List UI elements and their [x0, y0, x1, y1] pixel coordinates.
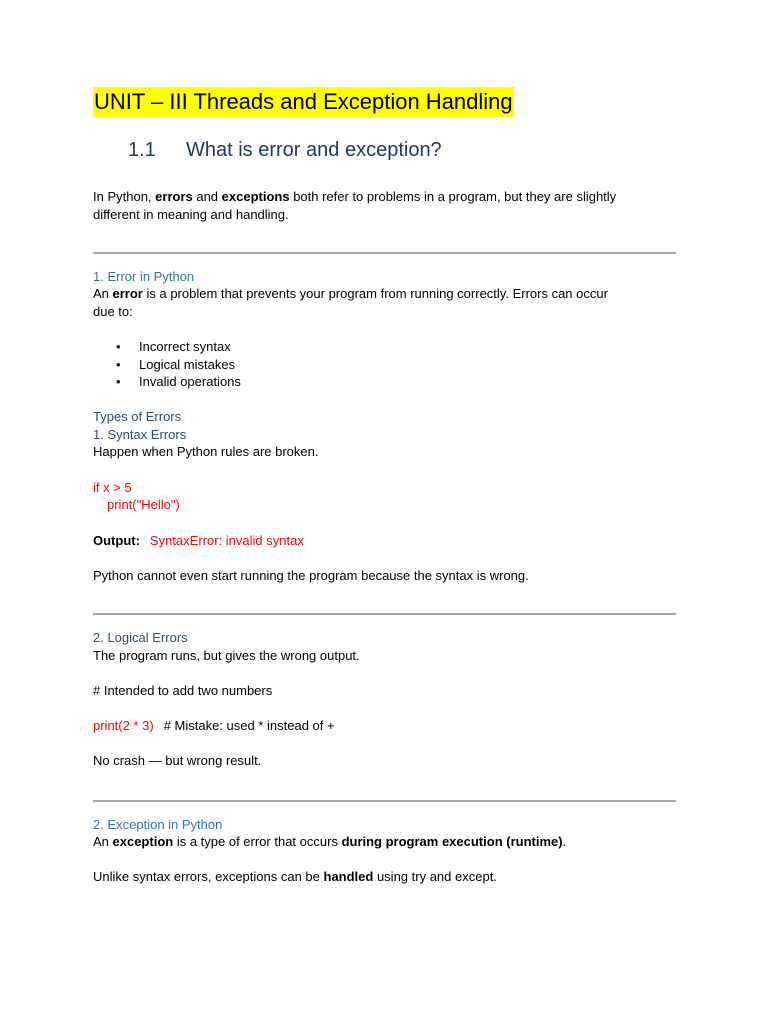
- list-item: [93, 356, 241, 374]
- error-causes-list: [93, 338, 241, 391]
- intro-text: In Python,: [93, 189, 156, 204]
- code-line: if x > 5: [93, 480, 132, 495]
- bullet-icon: •: [116, 339, 121, 354]
- exception-text: Unlike syntax errors, exceptions can be: [93, 869, 324, 884]
- syntax-errors-heading: 1. Syntax Errors: [93, 427, 187, 442]
- exception-paragraph: [93, 833, 566, 851]
- exception-bold: during program execution (runtime): [341, 834, 563, 849]
- error-bold: error: [112, 286, 143, 301]
- list-item: [93, 338, 241, 356]
- divider: [93, 613, 676, 615]
- section-heading: [128, 139, 442, 162]
- exception-bold: handled: [323, 869, 374, 884]
- output-line: [93, 532, 304, 550]
- error-heading: 1. Error in Python: [93, 269, 195, 284]
- exception-text: using try and except.: [373, 869, 497, 884]
- section-title: What is error and exception?: [186, 139, 442, 161]
- section-number: 1.1: [128, 139, 156, 161]
- exception-text: An: [93, 834, 113, 849]
- output-label: Output:: [93, 533, 140, 548]
- types-of-errors-heading: Types of Errors: [93, 409, 182, 424]
- list-item-text: Incorrect syntax: [139, 339, 231, 354]
- logical-errors-heading: 2. Logical Errors: [93, 630, 188, 645]
- exception-paragraph-2: [93, 868, 497, 886]
- logical-code-line: [93, 717, 335, 735]
- code-text: print(2 * 3): [93, 718, 154, 733]
- intro-text: and: [192, 189, 222, 204]
- error-paragraph: [93, 285, 608, 320]
- code-comment: # Intended to add two numbers: [93, 683, 273, 698]
- code-line: print("Hello"): [107, 497, 180, 512]
- list-item: [93, 373, 241, 391]
- exception-bold: exception: [112, 834, 174, 849]
- syntax-note: Python cannot even start running the program because the syntax is wrong.: [93, 568, 529, 583]
- error-text: is a problem that prevents your program from running correctly. Errors can occur: [142, 286, 608, 301]
- bullet-icon: •: [116, 356, 121, 372]
- exception-text: .: [562, 834, 567, 849]
- intro-bold-exceptions: exceptions: [221, 189, 290, 204]
- error-line-2: due to:: [93, 303, 133, 319]
- output-value: SyntaxError: invalid syntax: [149, 533, 304, 548]
- intro-text: both refer to problems in a program, but they are slightly: [289, 189, 617, 204]
- divider: [93, 800, 676, 802]
- intro-paragraph: [93, 188, 616, 223]
- syntax-errors-desc: Happen when Python rules are broken.: [93, 444, 319, 459]
- logical-errors-desc: The program runs, but gives the wrong output.: [93, 648, 360, 663]
- unit-title: UNIT – III Threads and Exception Handling: [93, 87, 514, 117]
- bullet-icon: •: [116, 374, 121, 389]
- exception-heading: 2. Exception in Python: [93, 817, 223, 832]
- list-item-text: Logical mistakes: [139, 356, 236, 372]
- logical-note: No crash — but wrong result.: [93, 753, 262, 768]
- error-text: An: [93, 286, 113, 301]
- intro-line-2: different in meaning and handling.: [93, 206, 289, 222]
- code-inline-comment: # Mistake: used * instead of +: [163, 718, 335, 733]
- list-item-text: Invalid operations: [139, 374, 241, 389]
- exception-text: is a type of error that occurs: [173, 834, 342, 849]
- divider: [93, 252, 676, 254]
- intro-bold-errors: errors: [155, 189, 193, 204]
